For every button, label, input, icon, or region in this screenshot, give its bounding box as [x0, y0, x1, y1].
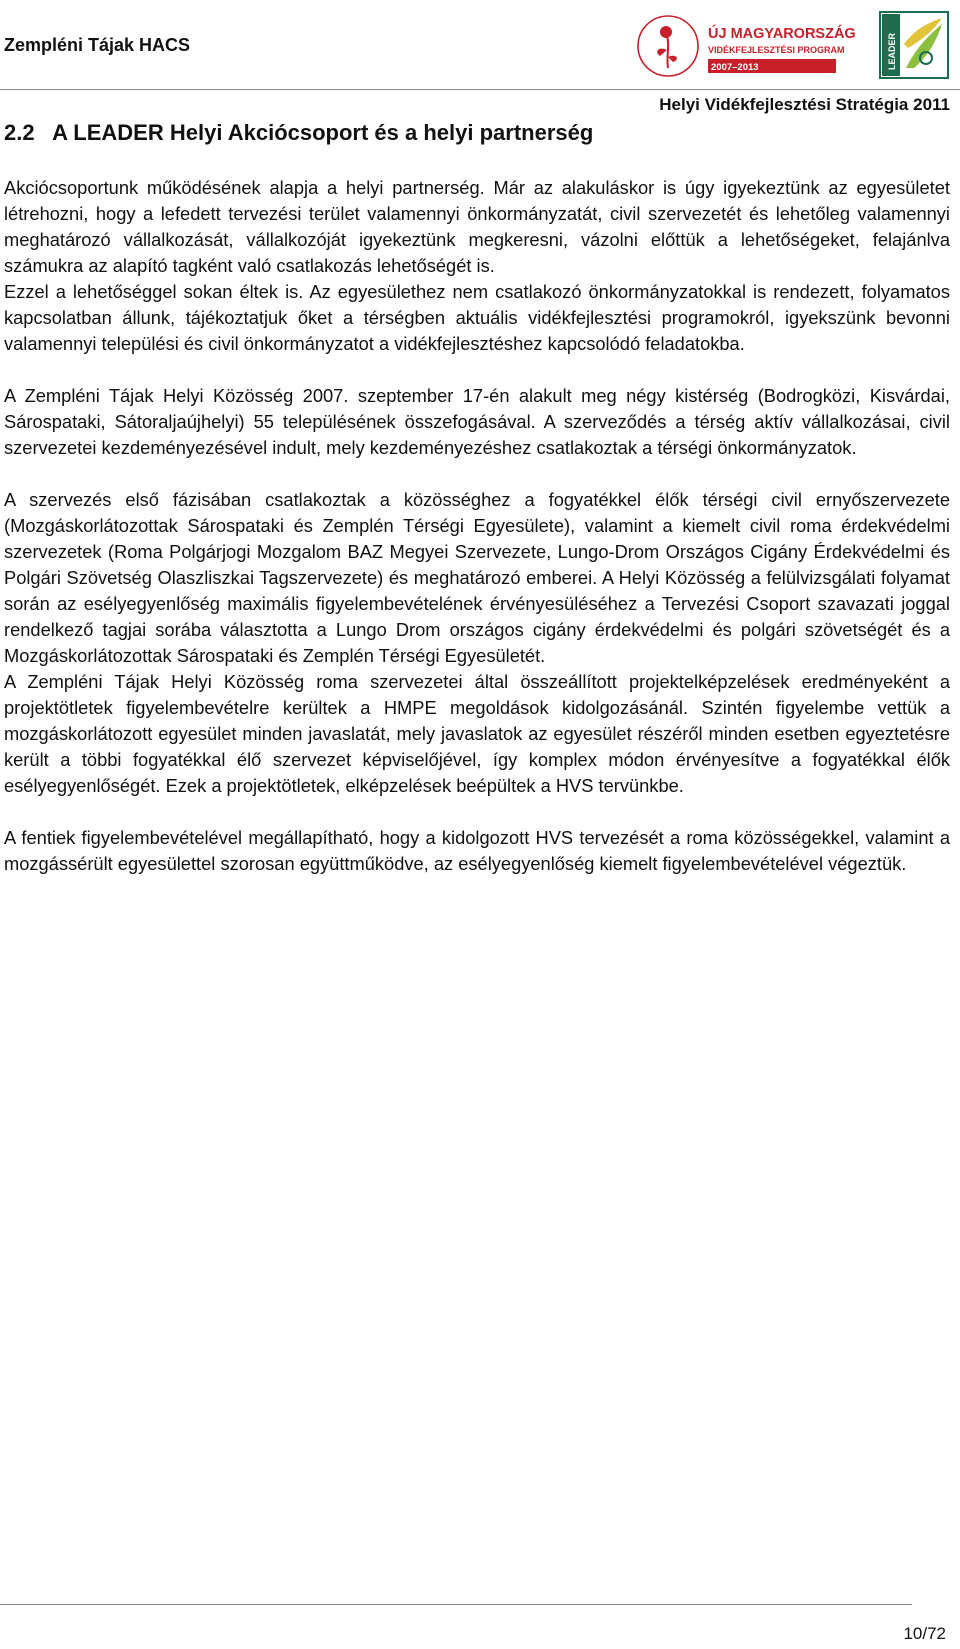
paragraph: A Zempléni Tájak Helyi Közösség 2007. szeptember 17-én alakult meg négy kistérség (Bodrogközi, Kisvárdai, Sárospataki, Sátoraljaújhelyi) 55 településének összefogásával. A szerveződés a térség aktív vállalkozásai, civil szervezetei kezdeményezésével indult, mely kezdeményezéshez csatlakoztak a térségi önkormányzatok. — [4, 385, 950, 458]
paragraph: Akciócsoportunk működésének alapja a helyi partnerség. Már az alakuláskor is úgy igyekeztünk az egyesületet létrehozni, hogy a lefedett tervezési terület valamennyi önkormányzatát, civil szervezetét és lehetőleg valamennyi meghatározó vállalkozását, vállalkozóját igyekeztünk megkeresni, vázolni előttük a lehetőségeket, felajánlva számukra az alapító tagként való csatlakozás lehetőségét is. — [4, 177, 950, 276]
program-logo-line2: VIDÉKFEJLESZTÉSI PROGRAM — [708, 45, 845, 55]
rose-emblem-icon — [638, 16, 698, 76]
paragraph: Ezzel a lehetőséggel sokan éltek is. Az egyesülethez nem csatlakozó önkormányzatokkal is rendezett, folyamatos kapcsolatban állunk, tájékoztatjuk őket a térségben aktuális vidékfejlesztési programokról, igyekszünk bevonni valamennyi települési és civil önkormányzatot a vidékfejlesztéshez kapcsolódó feladatokba. — [4, 281, 950, 354]
organization-name: Zempléni Tájak HACS — [4, 35, 191, 55]
strategy-title: Helyi Vidékfejlesztési Stratégia 2011 — [659, 95, 950, 114]
paragraph: A Zempléni Tájak Helyi Közösség roma szervezetei által összeállított projektelképzelések eredményeként a projektötletek figyelembevételre kerültek a HMPE megoldások kidolgozásánál. Szintén figyelembe vettük a mozgáskorlátozott egyesület minden javaslatát, mely javaslatok az egyesület részéről minden esetben egyeztetésre került a többi fogyatékkal élő szervezet képviselőjével, így komplex módon érvényesítve a fogyatékkal élők esélyegyenlőségét. Ezek a projektötletek, elképzelések beépültek a HVS tervünkbe. — [4, 671, 950, 796]
footer-divider — [0, 1604, 912, 1605]
program-logo-line1: ÚJ MAGYARORSZÁG — [708, 26, 856, 42]
section-heading: 2.2 A LEADER Helyi Akciócsoport és a helyi partnerség — [4, 120, 594, 145]
header-divider — [0, 89, 960, 90]
program-logo-line3: 2007–2013 — [711, 62, 759, 73]
page-number: 10/72 — [903, 1624, 946, 1643]
leader-logo-icon — [880, 12, 948, 78]
leader-logo-text: LEADER — [887, 32, 897, 70]
header-logos — [636, 10, 954, 88]
paragraph: A fentiek figyelembevételével megállapítható, hogy a kidolgozott HVS tervezését a roma közösségekkel, valamint a mozgássérült egyesülettel szorosan együttműködve, az esélyegyenlőség kiemelt figyelembevételével végeztük. — [4, 827, 950, 874]
paragraph: A szervezés első fázisában csatlakoztak a közösséghez a fogyatékkel élők térségi civil ernyőszervezete (Mozgáskorlátozottak Sárospataki és Zemplén Térségi Egyesülete), valamint a kiemelt civil roma érdekvédelmi szervezetek (Roma Polgárjogi Mozgalom BAZ Megyei Szervezete, Lungo-Drom Országos Cigány Érdekvédelmi és Polgári Szövetség Olaszliszkai Tagszervezete) és meghatározó emberei. A Helyi Közösség a felülvizsgálati folyamat során az esélyegyenlőség maximális figyelembevételének érvényesüléséhez a Tervezési Csoport szavazati joggal rendelkező tagjai sorába választotta a Lungo Drom országos cigány érdekvédelmi és polgári szövetségét és a Mozgáskorlátozottak Sárospataki és Zemplén Térségi Egyesületét. — [4, 489, 950, 666]
document-body — [4, 175, 950, 877]
